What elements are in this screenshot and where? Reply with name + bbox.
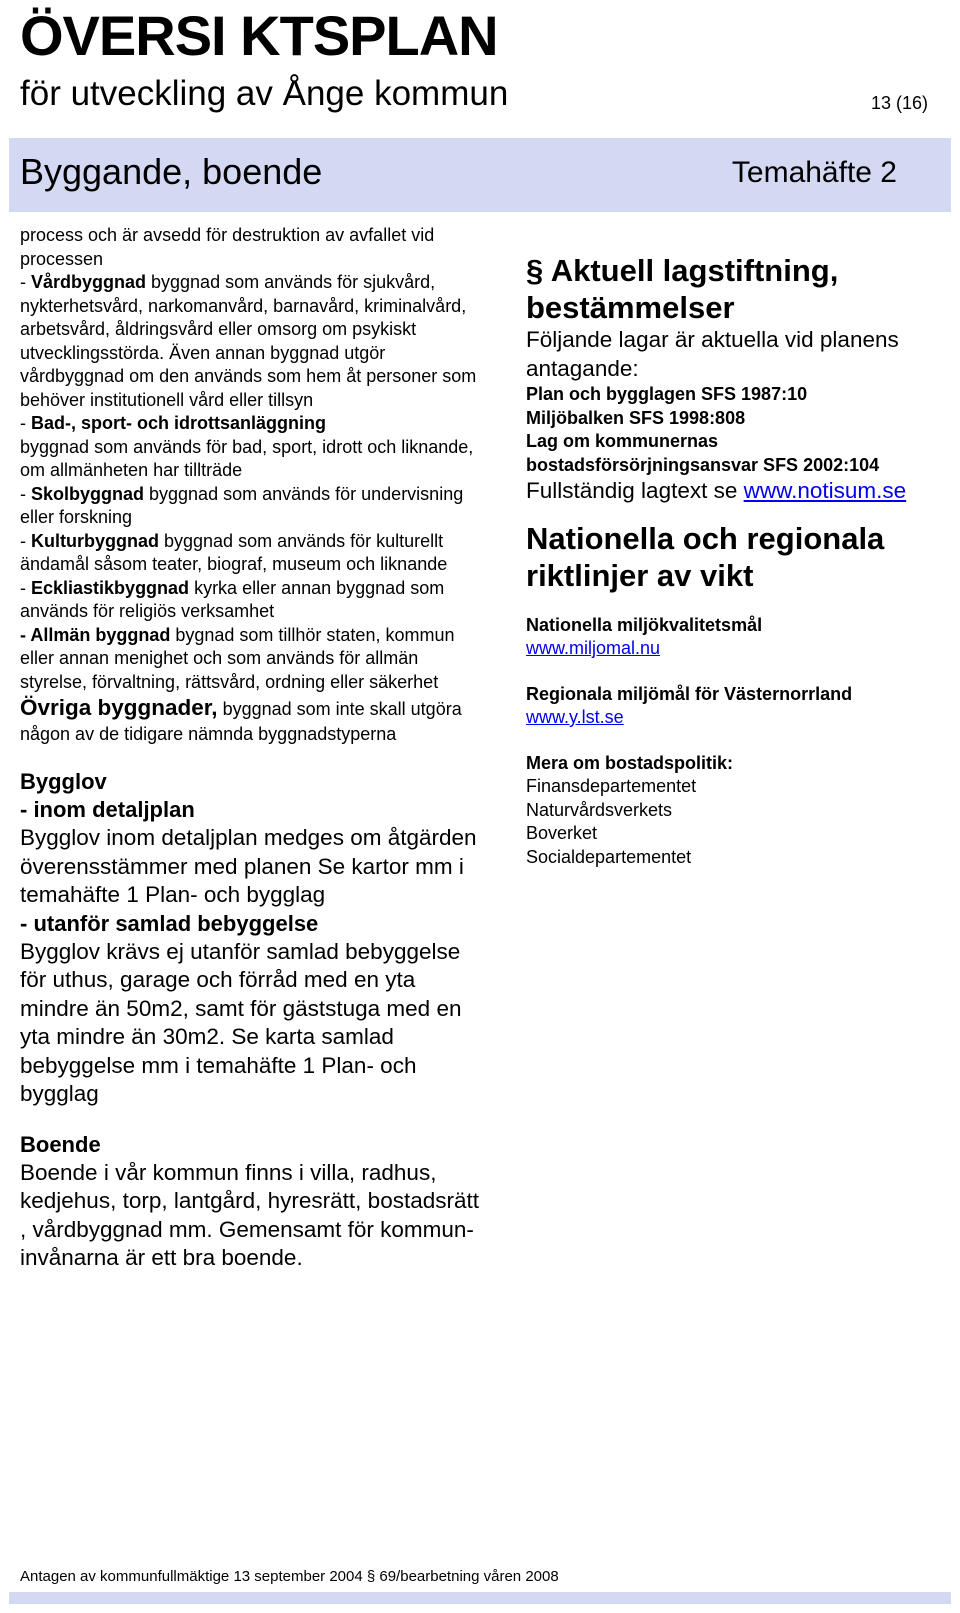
lagstiftning-heading: § Aktuell lagstiftning, bestämmelser (526, 253, 839, 325)
vardbyggnad-term: Vårdbyggnad (31, 272, 147, 292)
inom-text: Bygglov inom detaljplan medges om åtgärden överensstämmer med planen Se kartor mm i temahäfte 1 Plan- och bygglag (20, 825, 477, 907)
mera-item: Socialdepartementet (526, 846, 692, 867)
boende-text: Boende i vår kommun finns i villa, radhus, kedjehus, torp, lantgård, hyresrätt, bostadsrätt , vårdbyggnad mm. Gemensamt för kommun-invånarna är ett bra boende. (20, 1159, 479, 1270)
kultur-term: Kulturbyggnad (31, 530, 159, 551)
mera-item: Finansdepartementet (526, 776, 697, 796)
allman-term: - Allmän byggnad (20, 624, 171, 645)
tema-label: Temahäfte 2 (731, 156, 897, 189)
regionala-heading: Regionala miljömål för Västernorrland (526, 683, 853, 704)
eckliastik-paragraph: - Eckliastikbyggnad kyrka eller annan byggnad som används för religiös verksamhet (20, 577, 445, 621)
footer-band (9, 1592, 951, 1604)
nationella-heading: Nationella miljökvalitetsmål (526, 614, 763, 635)
right-column (526, 252, 946, 869)
document-title: ÖVERSI KTSPLAN (20, 4, 498, 67)
eckliastik-term: Eckliastikbyggnad (31, 577, 190, 598)
left-column (20, 224, 480, 1273)
law-2: Miljöbalken SFS 1998:808 (526, 407, 746, 428)
skol-paragraph: - Skolbyggnad byggnad som används för undervisning eller forskning (20, 483, 464, 527)
utanfor-heading: - utanför samlad bebyggelse (20, 910, 319, 936)
riktlinjer-heading: Nationella och regionala riktlinjer av vikt (526, 520, 885, 593)
mera-item: Naturvårdsverkets (526, 799, 673, 820)
vardbyggnad-paragraph: - Vårdbyggnad byggnad som används för sjukvård, nykterhetsvård, narkomanvård, barnavård, kriminalvård, arbetsvård, åldringsvård eller omsorg om psykiskt utvecklingsstörda. Även annan byggnad utgör vårdbyggnad om den används som hem åt personer som behöver institutionell vård eller tillsyn (20, 272, 477, 410)
page-number: 13 (16) (870, 93, 928, 113)
skol-term: Skolbyggnad (31, 483, 145, 504)
utanfor-text: Bygglov krävs ej utanför samlad bebyggelse för uthus, garage och förråd med en yta mindre än 50m2, samt för gäststuga med en yta mindre än 30m2. Se karta samlad bebyggelse mm i temahäfte 1 Plan- och bygglag (20, 938, 462, 1106)
notisum-link[interactable]: www.notisum.se (743, 478, 907, 503)
process-text: process och är avsedd för destruktion av avfallet vid processen (20, 225, 435, 269)
full-lagtext: Fullständig lagtext se www.notisum.se (526, 478, 907, 503)
kultur-paragraph: - Kulturbyggnad byggnad som används för kulturellt ändamål såsom teater, biograf, museum och liknande (20, 530, 448, 574)
ovriga-paragraph: Övriga byggnader, byggnad som inte skall utgöra någon av de tidigare nämnda byggnadstyperna (20, 695, 462, 744)
footer-text: Antagen av kommunfullmäktige 13 september 2004 § 69/bearbetning våren 2008 (20, 1568, 559, 1585)
lst-link[interactable]: www.y.lst.se (526, 707, 624, 727)
bygglov-heading: Bygglov (20, 769, 107, 794)
mera-heading: Mera om bostadspolitik: (526, 752, 734, 773)
law-3: Lag om kommunernas bostadsförsörjningsansvar SFS 2002:104 (526, 431, 880, 475)
bad-paragraph: - Bad-, sport- och idrottsanläggning byggnad som används för bad, sport, idrott och liknande, om allmänheten har tillträde (20, 413, 474, 480)
allman-paragraph: - Allmän byggnad bygnad som tillhör staten, kommun eller annan menighet och som används för allmän styrelse, förvaltning, rättsvård, ordning eller säkerhet (20, 624, 455, 692)
law-1: Plan och bygglagen SFS 1987:10 (526, 384, 808, 404)
ovriga-term: Övriga byggnader, (20, 695, 218, 720)
bad-term: Bad-, sport- och idrottsanläggning (31, 413, 326, 433)
section-band (9, 138, 951, 212)
boende-heading: Boende (20, 1131, 101, 1157)
lagstiftning-intro: Följande lagar är aktuella vid planens antagande: (526, 327, 899, 381)
mera-item: Boverket (526, 823, 598, 843)
miljomal-link[interactable]: www.miljomal.nu (526, 638, 661, 658)
section-title: Byggande, boende (20, 151, 323, 192)
inom-heading: - inom detaljplan (20, 797, 195, 822)
document-subtitle: för utveckling av Ånge kommun (20, 74, 509, 113)
